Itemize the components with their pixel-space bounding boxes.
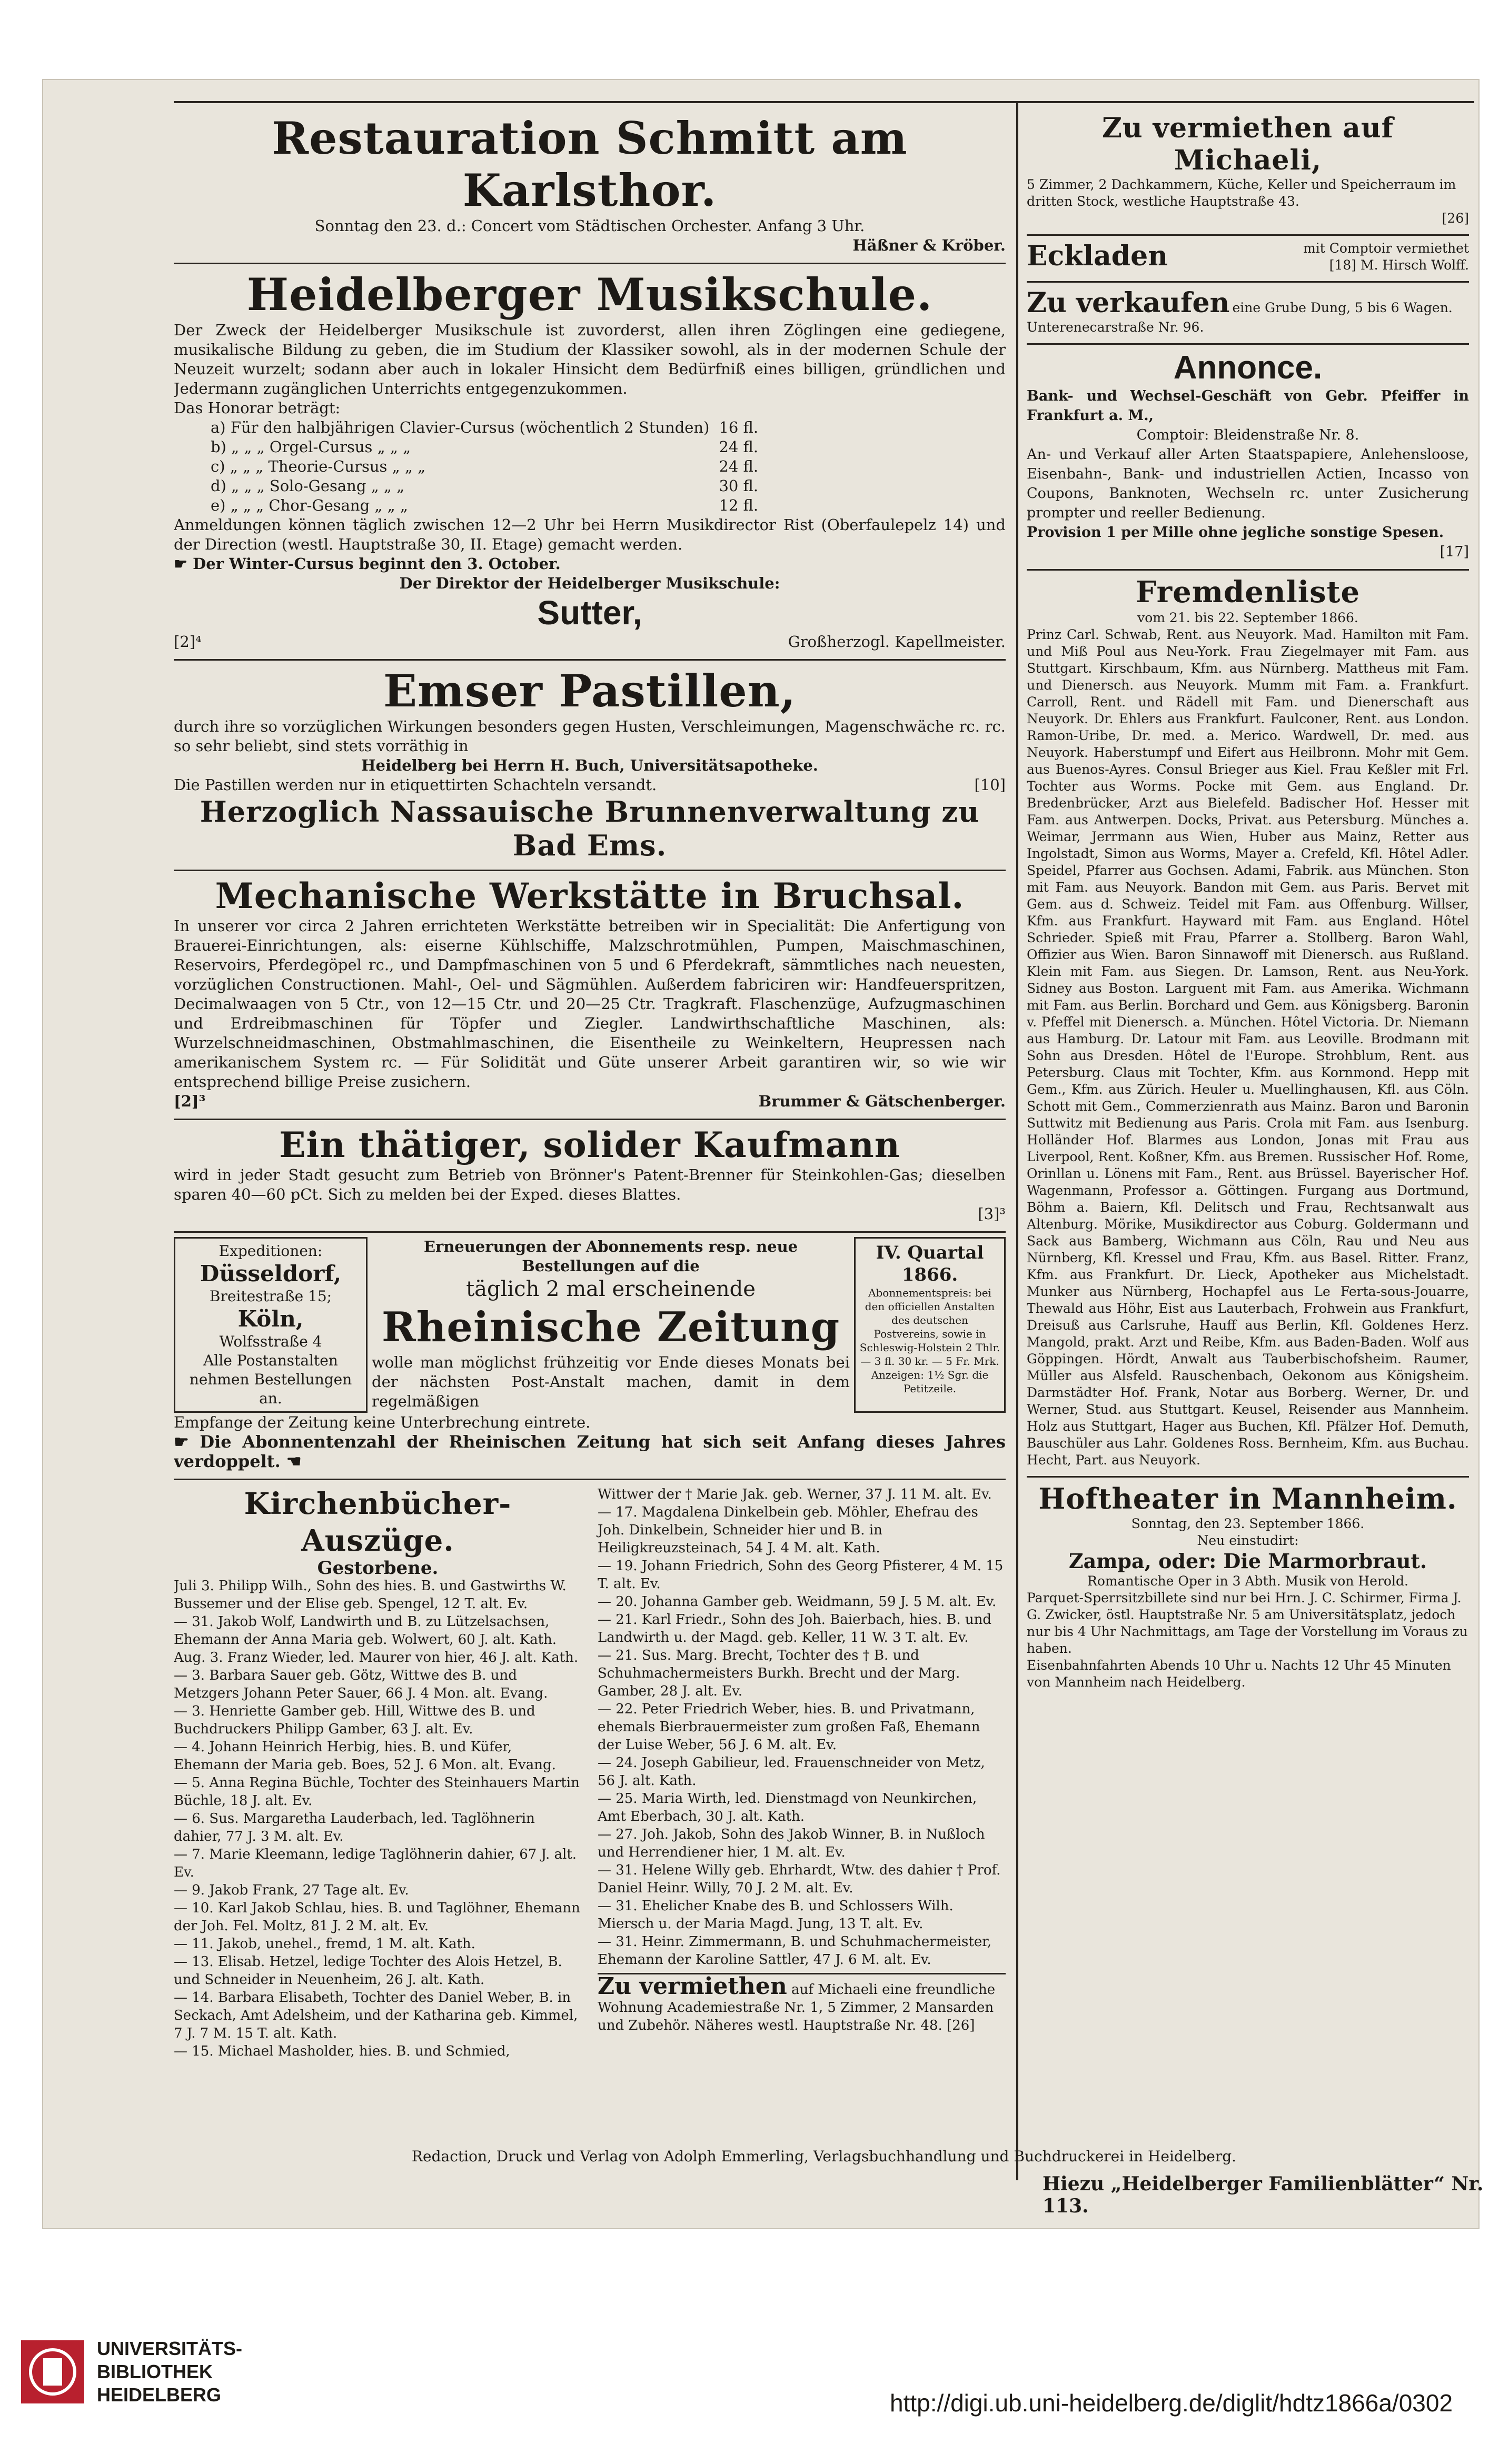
ad-hoftheater bbox=[1027, 1478, 1469, 1691]
hof-piece: Zampa, oder: Die Marmorbraut. bbox=[1068, 1549, 1427, 1573]
list-item: Wittwer der † Marie Jak. geb. Werner, 37 J. 11 M. alt. Ev. bbox=[598, 1487, 992, 1502]
source-url[interactable]: http://digi.ub.uni-heidelberg.de/diglit/hdtz1866a/0302 bbox=[890, 2389, 1453, 2417]
sig-title: Großherzogl. Kapellmeister. bbox=[788, 633, 1006, 651]
list-item: Juli 3. Philipp Wilh., Sohn des hies. B. und Gastwirths W. Bussemer und der Elise geb. Spengel, 12 T. alt. Ev. bbox=[174, 1578, 567, 1612]
fee-label: b) „ „ „ Orgel-Cursus „ „ „ bbox=[211, 438, 411, 456]
restaurant-title: Restauration Schmitt am Karlsthor. bbox=[272, 112, 908, 216]
kirchen-left bbox=[174, 1485, 582, 2060]
hof-title: Hoftheater in Mannheim. bbox=[1038, 1482, 1457, 1515]
rz-head3: wolle man möglichst frühzeitig vor Ende dieses Monats bei der nächsten Post-Anstalt machen, damit in dem regelmäßigen bbox=[372, 1353, 850, 1410]
rheinische-expeditionen bbox=[174, 1237, 368, 1413]
eck-body: mit Comptoir vermiethet bbox=[1303, 241, 1469, 256]
list-item: — 9. Jakob Frank, 27 Tage alt. Ev. bbox=[174, 1882, 409, 1898]
verm-body: 5 Zimmer, 2 Dachkammern, Küche, Keller und Speicherraum im dritten Stock, westliche Hauptstraße 43. bbox=[1027, 177, 1456, 209]
list-item: — 3. Henriette Gamber geb. Hill, Wittwe des B. und Buchdruckers Philipp Gamber, 63 J. alt. Ev. bbox=[174, 1703, 535, 1737]
fremd-date: vom 21. bis 22. September 1866. bbox=[1137, 610, 1358, 625]
list-item: — 15. Michael Masholder, hies. B. und Schmied, bbox=[174, 2043, 510, 2059]
bank-addr: Comptoir: Bleidenstraße Nr. 8. bbox=[1136, 427, 1359, 443]
fee-label: a) Für den halbjährigen Clavier-Cursus (wöchentlich 2 Stunden) bbox=[211, 418, 710, 436]
rz-head1: Erneuerungen der Abonnements resp. neue Bestellungen auf die bbox=[423, 1238, 798, 1275]
ad-restaurant bbox=[174, 108, 1006, 264]
list-item: — 21. Sus. Marg. Brecht, Tochter des † B. und Schuhmachermeisters Burkh. Brecht und der Marg. Gamber, 28 J. alt. Ev. bbox=[598, 1648, 960, 1699]
right-column bbox=[1027, 108, 1469, 2177]
list-item: — 17. Magdalena Dinkelbein geb. Möhler, Ehefrau des Joh. Dinkelbein, Schneider hier und B. in Heiligkreuzsteinach, 54 J. 4 M. alt. Kath. bbox=[598, 1504, 978, 1556]
list-item: — 14. Barbara Elisabeth, Tochter des Daniel Weber, B. in Seckach, Amt Adelsheim, und der Katharina geb. Kimmel, 7 J. 7 M. 15 T. alt. Kath. bbox=[174, 1990, 578, 2041]
list-item: — 6. Sus. Margaretha Lauderbach, led. Taglöhnerin dahier, 77 J. 3 M. alt. Ev. bbox=[174, 1811, 535, 1844]
rz-preis: Abonnementspreis: bei den officiellen Anstalten des deutschen Postvereins, sowie in Schleswig-Holstein 2 Thlr. — 3 fl. 30 kr. — 5 Fr. Mrk. Anzeigen: 1½ Sgr. die Petitzeile. bbox=[859, 1286, 1000, 1395]
winter-text: Der Winter-Cursus beginnt den 3. October. bbox=[193, 555, 561, 573]
bank-prov: Provision 1 per Mille ohne jegliche sonstige Spesen. bbox=[1027, 524, 1444, 541]
list-item: — 11. Jakob, unehel., fremd, 1 M. alt. Kath. bbox=[174, 1936, 475, 1952]
emser-body: durch ihre so vorzüglichen Wirkungen besonders gegen Husten, Verschleimungen, Magenschwäche rc. rc. so sehr beliebt, sind stets vorräthig in bbox=[174, 717, 1006, 755]
kirchen-sub: Gestorbene. bbox=[317, 1558, 439, 1579]
hof-bahn: Eisenbahnfahrten Abends 10 Uhr u. Nachts 12 Uhr 45 Minuten von Mannheim nach Heidelberg. bbox=[1027, 1658, 1451, 1690]
kirchen-section bbox=[174, 1480, 1006, 2060]
fee-row bbox=[211, 418, 768, 437]
fee-row bbox=[211, 457, 768, 476]
kaufmann-body: wird in jeder Stadt gesucht zum Betrieb von Brönner's Patent-Brenner für Steinkohlen-Gas; dieselben sparen 40—60 pCt. Sich zu melden bei der Exped. dieses Blattes. bbox=[174, 1166, 1006, 1203]
werkstaette-sign-row bbox=[174, 1092, 1006, 1111]
ad-eckladen bbox=[1027, 236, 1469, 283]
column-rule bbox=[1016, 101, 1018, 2180]
rheinische-box bbox=[174, 1237, 1006, 1413]
ad-vermiethen bbox=[1027, 108, 1469, 236]
list-item: — 7. Marie Kleemann, ledige Taglöhnerin dahier, 67 J. alt. Ev. bbox=[174, 1847, 577, 1880]
sig-number: [2]⁴ bbox=[174, 633, 202, 651]
musikschule-honorar: Das Honorar beträgt: bbox=[174, 399, 341, 417]
fee-table bbox=[211, 418, 768, 515]
kirchen-right bbox=[598, 1485, 1006, 2060]
verk-body: eine Grube Dung, 5 bis 6 Wagen. Unterenecarstraße Nr. 96. bbox=[1027, 300, 1453, 335]
fee-label: c) „ „ „ Theorie-Cursus „ „ „ bbox=[211, 457, 426, 475]
hof-neu: Neu einstudirt: bbox=[1197, 1533, 1299, 1548]
ad-werkstaette bbox=[174, 871, 1006, 1120]
fee-value: 30 fl. bbox=[719, 477, 759, 495]
ad-rheinische bbox=[174, 1233, 1006, 1480]
ad-annonce bbox=[1027, 345, 1469, 571]
list-item: Aug. 3. Franz Wieder, led. Maurer von hier, 46 J. alt. Kath. bbox=[174, 1650, 579, 1665]
verm2-body: auf Michaeli eine freundliche Wohnung Academiestraße Nr. 1, 5 Zimmer, 2 Mansarden und Zubehör. Näheres westl. Hauptstraße Nr. 48. bbox=[598, 1982, 996, 2033]
eck-row bbox=[1027, 240, 1469, 274]
fee-value: 24 fl. bbox=[719, 438, 759, 456]
verm-num: [26] bbox=[1442, 211, 1469, 226]
musikschule-name: Sutter, bbox=[537, 594, 642, 632]
list-item: — 4. Johann Heinrich Herbig, hies. B. und Küfer, Ehemann der Maria geb. Boes, 52 J. 6 Mon. alt. Evang. bbox=[174, 1739, 556, 1773]
hof-body: Parquet-Sperrsitzbillete sind nur bei Hrn. J. C. Schirmer, Firma J. G. Zwicker, östl. Hauptstraße Nr. 5 am Universitätsplatz, jedoch nur bis 4 Uhr Nachmittags, am Tage der Vorstellung im Voraus zu haben. bbox=[1027, 1590, 1468, 1656]
emser-footer: Herzoglich Nassauische Brunnenverwaltung zu Bad Ems. bbox=[200, 795, 980, 862]
top-rule bbox=[174, 101, 1474, 103]
list-item: — 31. Ehelicher Knabe des B. und Schlossers Wilh. Miersch u. der Maria Magd. Jung, 13 T. alt. Ev. bbox=[598, 1898, 954, 1932]
werkstaette-num: [2]³ bbox=[174, 1092, 206, 1110]
exp-label: Expeditionen: bbox=[219, 1242, 323, 1260]
bank-body: An- und Verkauf aller Arten Staatspapiere, Anlehensloose, Eisenbahn-, Bank- und industriellen Actien, Incasso von Coupons, Banknoten, Wechseln rc. unter Zusicherung prompter und reeller Bedienung. bbox=[1027, 446, 1469, 521]
exp-koeln: Köln, bbox=[237, 1306, 304, 1332]
kirchen-title: Kirchenbücher-Auszüge. bbox=[244, 1487, 512, 1558]
eck-num: [18] bbox=[1329, 257, 1357, 273]
restaurant-line: Sonntag den 23. d.: Concert vom Städtischen Orchester. Anfang 3 Uhr. bbox=[314, 217, 865, 235]
library-logo bbox=[21, 2337, 242, 2407]
list-item: — 31. Helene Willy geb. Ehrhardt, Wtw. des dahier † Prof. Daniel Heinr. Willy, 70 J. 2 M. alt. Ev. bbox=[598, 1862, 1001, 1896]
verm2-num: [26] bbox=[947, 2018, 975, 2033]
list-item: — 24. Joseph Gabilieur, led. Frauenschneider von Metz, 56 J. alt. Kath. bbox=[598, 1755, 985, 1789]
rz-doppelt-text: Die Abonnentenzahl der Rheinischen Zeitung hat sich seit Anfang dieses Jahres verdoppelt. bbox=[174, 1432, 1006, 1471]
musikschule-direktor: Der Direktor der Heidelberger Musikschule: bbox=[399, 574, 780, 592]
list-item: — 19. Johann Friedrich, Sohn des Georg Pfisterer, 4 M. 15 T. alt. Ev. bbox=[598, 1558, 1004, 1592]
eck-title: Eckladen bbox=[1027, 240, 1168, 272]
fee-value: 16 fl. bbox=[719, 418, 759, 436]
list-item: — 31. Heinr. Zimmermann, B. und Schuhmachermeister, Ehemann der Karoline Sattler, 47 J. 6 M. alt. Ev. bbox=[598, 1934, 992, 1968]
fee-label: e) „ „ „ Chor-Gesang „ „ „ bbox=[211, 496, 408, 514]
werkstaette-title: Mechanische Werkstätte in Bruchsal. bbox=[215, 875, 965, 916]
rz-doppelt bbox=[174, 1432, 1006, 1471]
musikschule-body: Der Zweck der Heidelberger Musikschule ist zuvorderst, allen ihren Zöglingen eine gediegene, musikalische Bildung zu geben, die im Studium der Klassiker sowohl, als in der modernen Schule der Neuzeit wurzelt; sodann aber auch in lokaler Hinsicht dem Bedürfniß eines billigen, gründlichen und Jedermann zugänglichen Unterrichts entgegenzukommen. bbox=[174, 321, 1006, 397]
emser-num: [10] bbox=[974, 776, 1006, 794]
exp-duesseldorf: Düsseldorf, bbox=[200, 1261, 342, 1286]
library-line3: HEIDELBERG bbox=[97, 2384, 222, 2406]
fremdenliste bbox=[1027, 571, 1469, 1478]
rheinische-price-box bbox=[854, 1237, 1006, 1413]
verm-title: Zu vermiethen auf Michaeli, bbox=[1101, 112, 1394, 176]
bank-num: [17] bbox=[1439, 544, 1469, 560]
fee-row bbox=[211, 496, 768, 515]
restaurant-sign: Häßner & Kröber. bbox=[852, 236, 1006, 254]
emser-title: Emser Pastillen, bbox=[383, 665, 797, 717]
pointing-hand-left-icon: ☚ bbox=[280, 1451, 302, 1471]
annonce-title: Annonce. bbox=[1173, 350, 1323, 386]
list-item: — 21. Karl Friedr., Sohn des Joh. Baierbach, hies. B. und Landwirth u. der Magd. geb. Keller, 11 W. 3 T. alt. Ev. bbox=[598, 1612, 992, 1645]
bank-title: Bank- und Wechsel-Geschäft von Gebr. Pfeiffer in Frankfurt a. M., bbox=[1027, 388, 1469, 424]
hof-desc: Romantische Oper in 3 Abth. Musik von Herold. bbox=[1087, 1573, 1408, 1589]
pointing-hand-icon: ☛ bbox=[174, 1432, 200, 1452]
list-item: — 10. Karl Jakob Schlau, hies. B. und Taglöhner, Ehemann der Joh. Fel. Moltz, 81 J. 2 M. alt. Ev. bbox=[174, 1900, 580, 1934]
fee-row bbox=[211, 437, 768, 457]
library-name bbox=[97, 2337, 242, 2407]
rz-empfang: Empfange der Zeitung keine Unterbrechung eintrete. bbox=[174, 1413, 591, 1431]
kaufmann-num: [3]³ bbox=[978, 1205, 1006, 1223]
rz-title: Rheinische Zeitung bbox=[381, 1303, 840, 1351]
werkstaette-sign: Brummer & Gätschenberger. bbox=[758, 1092, 1006, 1110]
ad-verkaufen bbox=[1027, 283, 1469, 345]
musikschule-sig bbox=[174, 632, 1006, 652]
exp-post: Alle Postanstalten nehmen Bestellungen an. bbox=[189, 1352, 352, 1407]
imprint-footer: Redaction, Druck und Verlag von Adolph Emmerling, Verlagsbuchhandlung und Buchdruckerei in Heidelberg. bbox=[411, 2148, 1237, 2165]
kirchen-columns bbox=[174, 1485, 1006, 2060]
list-item: — 13. Elisab. Hetzel, ledige Tochter des Alois Hetzel, B. und Schneider in Neuenheim, 26 J. alt. Kath. bbox=[174, 1954, 562, 1988]
verk-title: Zu verkaufen bbox=[1027, 287, 1230, 319]
fee-label: d) „ „ „ Solo-Gesang „ „ „ bbox=[211, 477, 405, 495]
ad-kaufmann bbox=[174, 1120, 1006, 1233]
verm2-title: Zu vermiethen bbox=[598, 1973, 787, 2000]
supplement-note: Hiezu „Heidelberger Familienblätter“ Nr. 113. bbox=[1043, 2173, 1484, 2217]
rheinische-main bbox=[372, 1237, 850, 1413]
fremd-title: Fremdenliste bbox=[1135, 575, 1361, 610]
musikschule-winter bbox=[174, 554, 1006, 574]
hof-date: Sonntag, den 23. September 1866. bbox=[1131, 1516, 1365, 1531]
list-item: — 25. Maria Wirth, led. Dienstmagd von Neunkirchen, Amt Eberbach, 30 J. alt. Kath. bbox=[598, 1791, 977, 1824]
rz-quartal: IV. Quartal 1866. bbox=[876, 1242, 984, 1285]
ad-musikschule bbox=[174, 264, 1006, 661]
rz-head2: täglich 2 mal erscheinende bbox=[466, 1277, 756, 1301]
list-item: — 22. Peter Friedrich Weber, hies. B. und Privatmann, ehemals Bierbrauermeister zum großen Faß, Ehemann der Luise Weber, 56 J. 6 M. alt. Ev. bbox=[598, 1701, 980, 1753]
library-line2: BIBLIOTHEK bbox=[97, 2361, 213, 2382]
fee-row bbox=[211, 476, 768, 496]
list-item: — 3. Barbara Sauer geb. Götz, Wittwe des B. und Metzgers Johann Peter Sauer, 66 J. 4 Mon. alt. Evang. bbox=[174, 1668, 548, 1701]
list-item: — 31. Jakob Wolf, Landwirth und B. zu Lützelsachsen, Ehemann der Anna Maria geb. Wolwert, 60 J. alt. Kath. bbox=[174, 1614, 557, 1648]
musikschule-anmeldung: Anmeldungen können täglich zwischen 12—2 Uhr bei Herrn Musikdirector Rist (Oberfaulepelz 14) und der Direction (westl. Hauptstraße 30, II. Etage) gemacht werden. bbox=[174, 516, 1006, 553]
ad-emser bbox=[174, 661, 1006, 871]
kaufmann-title: Ein thätiger, solider Kaufmann bbox=[279, 1124, 900, 1165]
library-line1: UNIVERSITÄTS- bbox=[97, 2338, 243, 2359]
emser-where: Heidelberg bei Herrn H. Buch, Universitätsapotheke. bbox=[361, 756, 818, 774]
werkstaette-body: In unserer vor circa 2 Jahren errichteten Werkstätte betreiben wir in Specialität: Die Anfertigung von Brauerei-Einrichtungen, als: eiserne Kühlschiffe, Malzschrotmühlen, Pumpen, Maischmaschinen, Reservoirs, Pferdegöpel rc., und Dampfmaschinen von 5 und 6 Pferdekraft, sämmtliches nach neuesten, vorzüglichen Constructionen. Mahl-, Oel- und Sägmühlen. Außerdem fabriciren wir: Handfeuerspritzen, Decimalwaagen von 5 Ctr., von 12—15 Ctr. und 20—25 Ctr. Tragkraft. Flaschenzüge, Aufzugmaschinen und Erdreibmaschinen für Töpfer und Ziegler. Landwirthschaftliche Maschinen, als: Wurzelschneidmaschinen, Obstmahlmaschinen, die Eisentheile zu Weinkeltern, Heupressen nach amerikanischem System rc. — Für Solidität und Güte unserer Arbeit garantiren wir, so wie wir entsprechend billige Preise zusichern. bbox=[174, 917, 1006, 1091]
fee-value: 24 fl. bbox=[719, 457, 759, 475]
ad-vermiethen-2 bbox=[598, 1973, 1006, 2034]
fremd-body: Prinz Carl. Schwab, Rent. aus Neuyork. Mad. Hamilton mit Fam. und Miß Poul aus Neu-York. Frau Ziegelmayer mit Fam. aus Stuttgart. Kirschbaum, Kfm. aus Nürnberg. Mattheus mit Fam. und Dienersch. aus Neuyork. Mumm mit Fam. a. Frankfurt. Carroll, Rent. und Rädell mit Fam. und Dienerschaft aus Neuyork. Dr. Ehlers aus Frankfurt. Faulconer, Rent. aus London. Ramon-Uribe, Dr. med. a. Merico. Wardwell, Dr. med. aus Neuyork. Haberstumpf und Eifert aus Heilbronn. Mohr mit Gem. aus Buenos-Ayres. Consul Brieger aus Kiel. Frau Keßler mit Frl. Tochter aus Worms. Pocke mit Gem. aus England. Dr. Bredenbrücker, Arzt aus Bielefeld. Badischer Hof. Hesser mit Fam. aus Antwerpen. Docks, Privat. aus Petersburg. Münches a. Weimar, Jerrmann aus Wien, Huber aus Mainz, Retter aus Ingolstadt, Simon aus Worms, Mayer a. Crefeld, Kfl. Hôtel Adler. Speidel, Pfarrer aus Gochsen. Adami, Fabrik. aus München. Ston mit Fam. aus Neuyork. Bandon mit Gem. aus Paris. Bervet mit Gem. aus d. Schweiz. Teidel mit Fam. aus Offenburg. Willser, Kfm. aus Frankfurt. Hayward mit Fam. aus England. Hôtel Schrieder. Spieß mit Frau, Pfarrer a. Stollberg. Baron Wahl, Offizier aus Wien. Baron Sinnawoff mit Dienersch. aus Rußland. Klein mit Fam. aus Siegen. Dr. Lamson, Rent. aus Neu-York. Sidney aus Boston. Larguent mit Fam. aus Amerika. Wichmann mit Fam. aus Berlin. Borchard und Gem. aus Königsberg. Baronin v. Pfeffel mit Dienersch. a. München. Hôtel Victoria. Dr. Niemann aus Hamburg. Dr. Latour mit Fam. aus Leoville. Brodmann mit Sohn aus Dresden. Hôtel de l'Europe. Strohblum, Rent. aus Petersburg. Claus mit Tochter, Kfm. aus Kornmond. Hepp mit Gem., Kfm. aus Zürich. Heuler u. Muellinghausen, Kfl. aus Cöln. Schott mit Gem., Commerzienrath aus Mainz. Baron und Baronin Suttwitz mit Bedienung aus Paris. Crola mit Fam. aus Isenburg. Holländer Hof. Blarmes aus London, Jonas mit Frau aus Liverpool, Rent. Koßner, Kfm. aus Bremen. Russischer Hof. Rome, Orinllan u. Lönens mit Fam., Rent. aus Brüssel. Bayerischer Hof. Wagenmann, Professor a. Göttingen. Furgang aus Dortmund, Böhm a. Baiern, Kfl. Delitsch und Frau, Rechtsanwalt aus Altenburg. Mörike, Musikdirector aus Coburg. Goldermann und Sack aus Bamberg, Wichmann aus Cöln, Rau und Neu aus Nürnberg, Kfl. Kressel und Frau, Kfm. aus Basel. Ritter. Franz, Kfm. aus Frankfurt. Dr. Lieck, Apotheker aus Michelstadt. Munker aus Nürnberg, Hochapfel aus Le Ferta-sous-Jouarre, Thewald aus Höhr, Eist aus Lauterbach, Frohwein aus Frankfurt, Dreisuß aus Carlsruhe, Hauff aus Berlin, Kfl. Goldenes Herz. Mangold, prakt. Arzt und Reibe, Kfm. aus Baden-Baden. Wolf aus Göppingen. Hördt, Anwalt aus Tauberbischofsheim. Raumer, Müller aus Alsfeld. Rauschenbach, Oekonom aus Königsheim. Darmstädter Hof. Frank, Notar aus Borberg. Werner, Dr. und Werner, Stud. aus Stuttgart. Keusel, Reisender aus Mannheim. Holz aus Stuttgart, Hager aus Buchen, Kfl. Pfälzer Hof. Demuth, Bauschüler aus Lahr. Goldenes Ross. Bernheim, Kfm. aus Buchau. Hecht, Part. aus Neuyork. bbox=[1027, 627, 1469, 1468]
emser-note: Die Pastillen werden nur in etiquettirten Schachteln versandt. bbox=[174, 776, 657, 794]
list-item: — 5. Anna Regina Büchle, Tochter des Steinhauers Martin Büchle, 18 J. alt. Ev. bbox=[174, 1775, 580, 1809]
exp-d-addr: Breitestraße 15; bbox=[209, 1288, 332, 1305]
list-item: — 27. Joh. Jakob, Sohn des Jakob Winner, B. in Nußloch und Herrendiener hier, 1 M. alt. Ev. bbox=[598, 1827, 985, 1860]
eck-sign: M. Hirsch Wolff. bbox=[1361, 257, 1469, 273]
musikschule-title: Heidelberger Musikschule. bbox=[246, 268, 933, 321]
left-column bbox=[174, 108, 1006, 2177]
emser-note-row bbox=[174, 775, 1006, 795]
fee-value: 12 fl. bbox=[719, 496, 759, 514]
exp-k-addr: Wolfsstraße 4 bbox=[219, 1333, 322, 1350]
list-item: — 20. Johanna Gamber geb. Weidmann, 59 J. 5 M. alt. Ev. bbox=[598, 1594, 997, 1610]
library-seal-icon bbox=[21, 2340, 84, 2403]
pointing-hand-icon: ☛ bbox=[174, 555, 193, 573]
